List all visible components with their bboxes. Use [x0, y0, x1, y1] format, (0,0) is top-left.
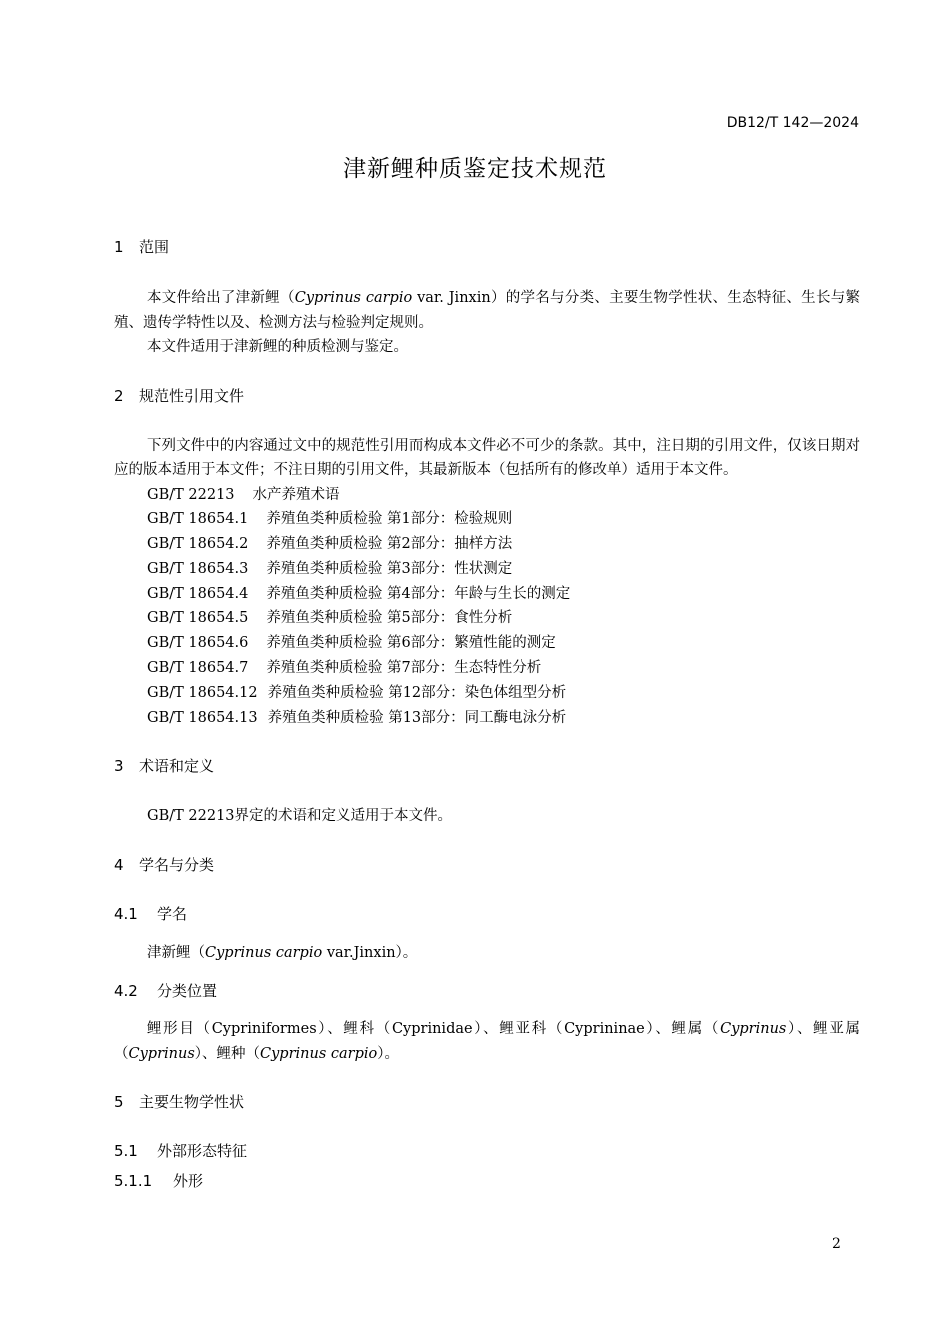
- scope-paragraph-1: 本文件给出了津新鲤（Cyprinus carpio var. Jinxin）的学名与分类、主要生物学性状、生态特征、生长与繁殖、遗传学特性以及、检测方法与检验判定规则。: [114, 290, 860, 331]
- section-title: 学名: [157, 904, 188, 923]
- section-number: 4.2: [114, 982, 138, 1001]
- latin-name: Cyprinus carpio: [294, 290, 413, 306]
- section-title: 范围: [139, 238, 170, 256]
- section-5-1-1-heading: [114, 1170, 860, 1192]
- section-number: 3: [114, 757, 124, 776]
- reference-item: GB/T 18654.5 养殖鱼类种质检验 第5部分：食性分析: [147, 610, 513, 627]
- section-4-2-heading: [114, 980, 860, 1002]
- section-title: 外形: [173, 1172, 204, 1191]
- terms-paragraph: GB/T 22213界定的术语和定义适用于本文件。: [147, 808, 453, 825]
- section-5-heading: [114, 1091, 860, 1113]
- section-number: 5.1.1: [114, 1172, 153, 1191]
- section-5-1-heading: [114, 1140, 860, 1162]
- reference-item: GB/T 18654.13 养殖鱼类种质检验 第13部分：同工酶电泳分析: [147, 709, 567, 726]
- scientific-name-paragraph: 津新鲤（Cyprinus carpio var.Jinxin）。: [147, 944, 418, 961]
- section-number: 5.1: [114, 1142, 138, 1161]
- reference-item: GB/T 18654.2 养殖鱼类种质检验 第2部分：抽样方法: [147, 536, 513, 553]
- section-title: 学名与分类: [139, 855, 215, 874]
- section-number: 4: [114, 855, 124, 874]
- document-body: [114, 236, 860, 1192]
- reference-item: GB/T 18654.1 养殖鱼类种质检验 第1部分：检验规则: [147, 511, 513, 528]
- page-number: 2: [832, 1236, 841, 1252]
- section-2-heading: [114, 385, 860, 407]
- reference-item: GB/T 18654.12 养殖鱼类种质检验 第12部分：染色体组型分析: [147, 684, 567, 701]
- reference-list: [114, 483, 860, 731]
- section-title: 术语和定义: [139, 757, 215, 776]
- section-title: 主要生物学性状: [139, 1093, 245, 1112]
- section-number: 1: [114, 238, 124, 256]
- reference-item: GB/T 18654.3 养殖鱼类种质检验 第3部分：性状测定: [147, 560, 513, 577]
- latin-name: Cyprinus carpio: [205, 944, 323, 961]
- section-number: 5: [114, 1093, 124, 1112]
- section-title: 外部形态特征: [157, 1142, 248, 1161]
- section-4-heading: [114, 854, 860, 876]
- references-intro-paragraph: 下列文件中的内容通过文中的规范性引用而构成本文件必不可少的条款。其中，注日期的引用文件，仅该日期对应的版本适用于本文件；不注日期的引用文件，其最新版本（包括所有的修改单）适用于本文件。: [114, 437, 860, 478]
- reference-item: GB/T 18654.4 养殖鱼类种质检验 第4部分：年龄与生长的测定: [147, 585, 571, 602]
- reference-item: GB/T 18654.6 养殖鱼类种质检验 第6部分：繁殖性能的测定: [147, 635, 556, 652]
- reference-item: GB/T 22213 水产养殖术语: [147, 486, 340, 503]
- standard-number: DB12/T 142—2024: [726, 115, 859, 131]
- section-1-heading: [114, 236, 860, 258]
- section-3-heading: [114, 755, 860, 777]
- taxonomy-paragraph: 鲤形目（Cypriniformes）、鲤科（Cyprinidae）、鲤亚科（Cyprininae）、鲤属（Cyprinus）、鲤亚属（Cyprinus）、鲤种（Cyprinus carpio）。: [114, 1021, 861, 1062]
- section-title: 规范性引用文件: [139, 386, 245, 405]
- scope-paragraph-2: 本文件适用于津新鲤的种质检测与鉴定。: [147, 339, 408, 355]
- document-title: 津新鲤种质鉴定技术规范: [343, 156, 607, 182]
- section-4-1-heading: [114, 903, 860, 925]
- section-number: 4.1: [114, 904, 138, 923]
- section-title: 分类位置: [157, 982, 218, 1001]
- reference-item: GB/T 18654.7 养殖鱼类种质检验 第7部分：生态特性分析: [147, 660, 542, 677]
- section-number: 2: [114, 386, 124, 405]
